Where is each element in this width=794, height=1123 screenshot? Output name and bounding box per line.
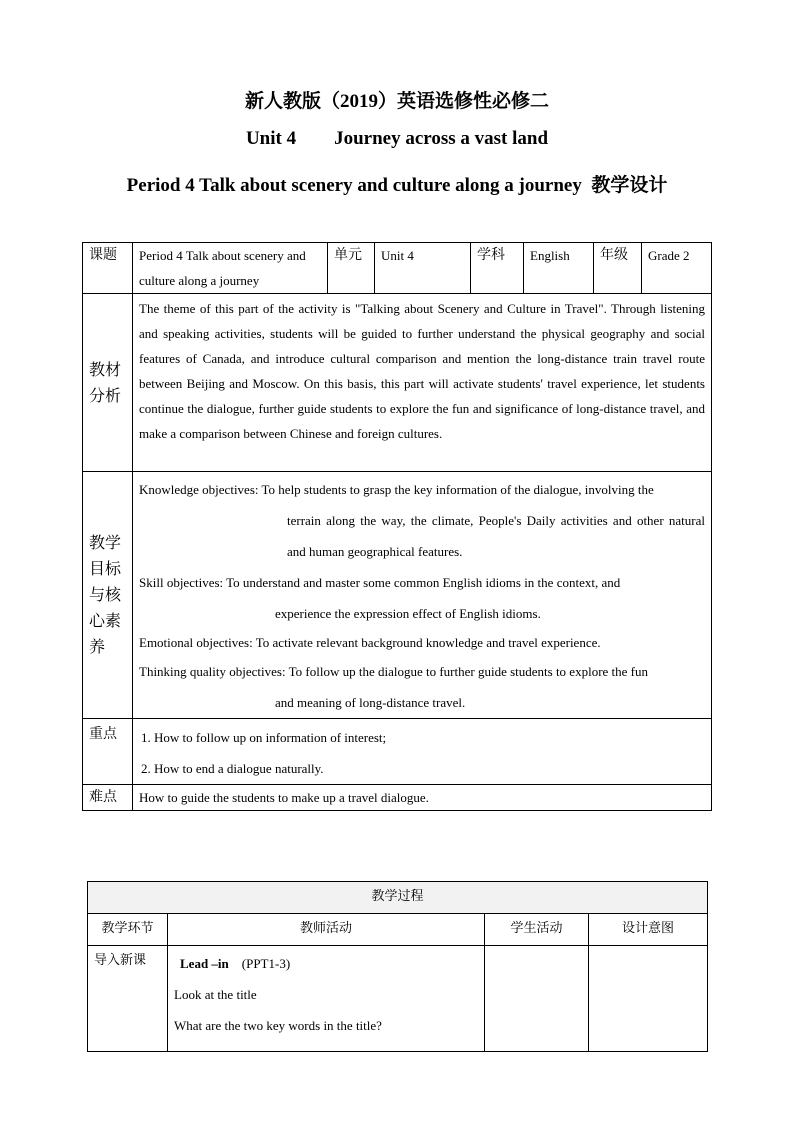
skill-objective: Skill objectives: To understand and master some common English idioms in the context, and	[139, 575, 621, 590]
subject-label: 学科	[471, 243, 524, 294]
unit-value: Unit 4	[375, 243, 471, 294]
analysis-row	[83, 294, 712, 472]
key-points-cell	[133, 719, 712, 785]
process-header-row	[88, 882, 708, 914]
subject-value: English	[524, 243, 594, 294]
lead-in-heading: Lead –in	[180, 956, 229, 971]
teacher-line-3: What are the two key words in the title?	[174, 1018, 382, 1033]
key-point-1: 1. How to follow up on information of interest;	[141, 730, 387, 745]
key-point-2: 2. How to end a dialogue naturally.	[141, 761, 324, 776]
key-points-label: 重点	[83, 719, 133, 785]
column-teacher: 教师活动	[168, 914, 485, 946]
analysis-label: 教材分析	[83, 294, 133, 472]
thinking-objective: Thinking quality objectives: To follow up the dialogue to further guide students to explore the fun	[139, 664, 648, 679]
info-row-header	[83, 243, 712, 294]
teacher-activity-cell	[168, 946, 485, 1052]
column-stage: 教学环节	[88, 914, 168, 946]
difficult-label: 难点	[83, 785, 133, 811]
document-title: 新人教版（2019）英语选修性必修二	[244, 91, 549, 112]
difficult-text: How to guide the students to make up a travel dialogue.	[133, 785, 712, 811]
objectives-cell	[133, 472, 712, 719]
unit-label: 单元	[328, 243, 375, 294]
process-column-row	[88, 914, 708, 946]
thinking-objective-cont: and meaning of long-distance travel.	[275, 695, 466, 710]
analysis-text: The theme of this part of the activity is "Talking about Scenery and Culture in Travel". Through listening and speaking activities, students will be guided to further understand the physical geography and social features of Canada, and introduce cultural comparison and mention the long-distance train travel route between Beijing and Moscow. On this basis, this part will activate students' travel experience, let students continue the dialogue, further guide students to explore the fun and significance of long-distance travel, and make a comparison between Chinese and foreign cultures.	[133, 294, 712, 472]
knowledge-objective: Knowledge objectives: To help students to grasp the key information of the dialogue, involving the	[139, 482, 654, 497]
grade-value: Grade 2	[642, 243, 712, 294]
design-purpose-cell	[589, 946, 708, 1052]
column-purpose: 设计意图	[589, 914, 708, 946]
emotional-objective: Emotional objectives: To activate relevant background knowledge and travel experience.	[139, 635, 601, 650]
lesson-info-table	[82, 242, 712, 811]
objectives-label: 教学目标与核心素养	[83, 472, 133, 719]
topic-value: Period 4 Talk about scenery and culture along a journey	[133, 243, 328, 294]
topic-label: 课题	[83, 243, 133, 294]
grade-label: 年级	[594, 243, 642, 294]
lead-in-line	[174, 948, 478, 979]
difficult-row	[83, 785, 712, 811]
process-row	[88, 946, 708, 1052]
period-title: Period 4 Talk about scenery and culture along a journey 教学设计	[126, 175, 668, 196]
column-student: 学生活动	[485, 914, 589, 946]
stage-cell: 导入新课	[88, 946, 168, 1052]
objectives-row	[83, 472, 712, 719]
process-header: 教学过程	[88, 882, 708, 914]
skill-objective-cont: experience the expression effect of English idioms.	[275, 606, 541, 621]
unit-title: Unit 4 Journey across a vast land	[245, 128, 549, 149]
student-activity-cell	[485, 946, 589, 1052]
teacher-line-2: Look at the title	[174, 987, 257, 1002]
key-points-row	[83, 719, 712, 785]
knowledge-objective-cont: terrain along the way, the climate, People's Daily activities and other natural and human geographical features.	[287, 513, 705, 559]
ppt-ref: (PPT1-3)	[228, 956, 291, 971]
teaching-process-table	[87, 881, 708, 1052]
